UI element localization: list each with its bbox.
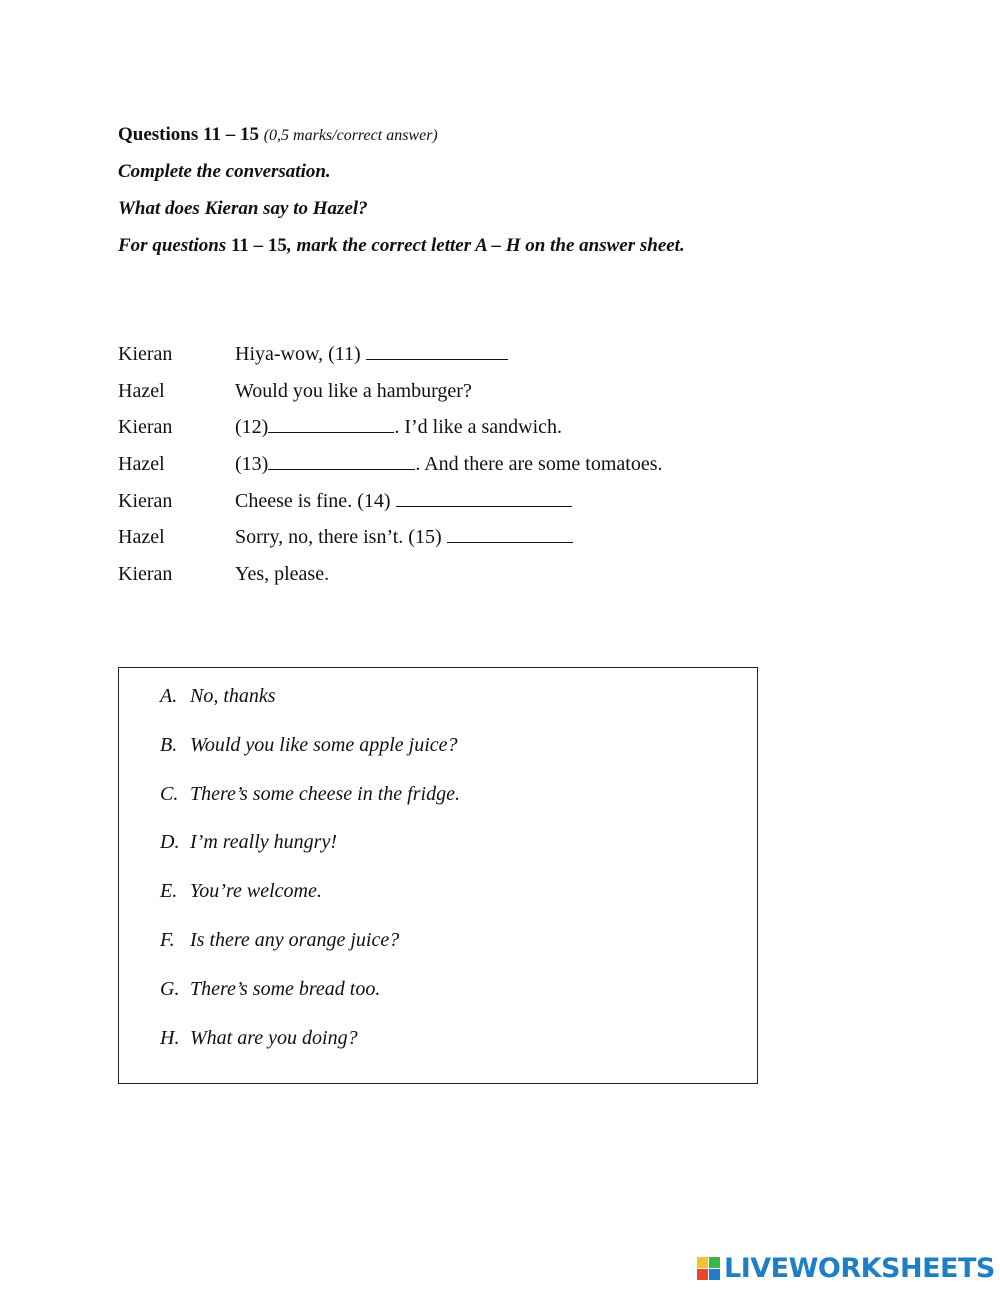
questions-heading [118,116,918,153]
option-h: H. What are you doing? [160,1026,358,1049]
conversation [118,336,818,593]
answer-blank-15[interactable] [447,524,573,543]
option-e: E. You’re welcome. [160,880,322,903]
option-c: C. There’s some cheese in the fridge. [160,782,460,805]
logo-text: LIVEWORKSHEETS [724,1253,995,1284]
conversation-line: Hazel (13) . And there are some tomatoes. [118,446,818,483]
conversation-line: Kieran Hiya-wow, (11) [118,336,818,373]
speaker: Hazel [118,379,165,402]
speaker: Hazel [118,526,165,549]
option-b: B. Would you like some apple juice? [160,733,458,756]
marks-note: (0,5 marks/correct answer) [263,127,438,144]
speaker: Kieran [118,416,173,439]
option-d: D. I’m really hungry! [160,831,337,854]
instruction-answer-sheet: For questions 11 – 15, mark the correct letter A – H on the answer sheet. [118,235,685,256]
instructions [118,116,918,264]
answer-blank-13[interactable] [268,451,415,470]
speaker: Kieran [118,343,173,365]
instruction-complete: Complete the conversation. [118,161,331,182]
speaker: Kieran [118,563,173,586]
conversation-line: Kieran (12) . I’d like a sandwich. [118,409,818,446]
speaker: Hazel [118,453,165,476]
answer-blank-12[interactable] [268,414,394,433]
answer-options-box [118,667,758,1084]
instruction-question: What does Kieran say to Hazel? [118,198,368,219]
question-range: 11 – 15 [230,235,287,256]
liveworksheets-logo[interactable] [697,1254,995,1284]
conversation-line: Kieran Cheese is fine. (14) [118,483,818,520]
answer-options-list [160,672,460,1062]
conversation-line: Kieran Yes, please. [118,556,818,593]
conversation-line: Hazel Sorry, no, there isn’t. (15) [118,519,818,556]
speaker: Kieran [118,489,173,512]
answer-blank-11[interactable] [366,341,508,360]
option-a: A. No, thanks [160,685,276,707]
logo-blocks-icon [697,1257,721,1281]
conversation-line: Hazel Would you like a hamburger? [118,373,818,410]
option-f: F. Is there any orange juice? [160,928,400,951]
questions-title: Questions 11 – 15 [118,124,259,145]
option-g: G. There’s some bread too. [160,977,381,1000]
answer-blank-14[interactable] [396,488,572,507]
